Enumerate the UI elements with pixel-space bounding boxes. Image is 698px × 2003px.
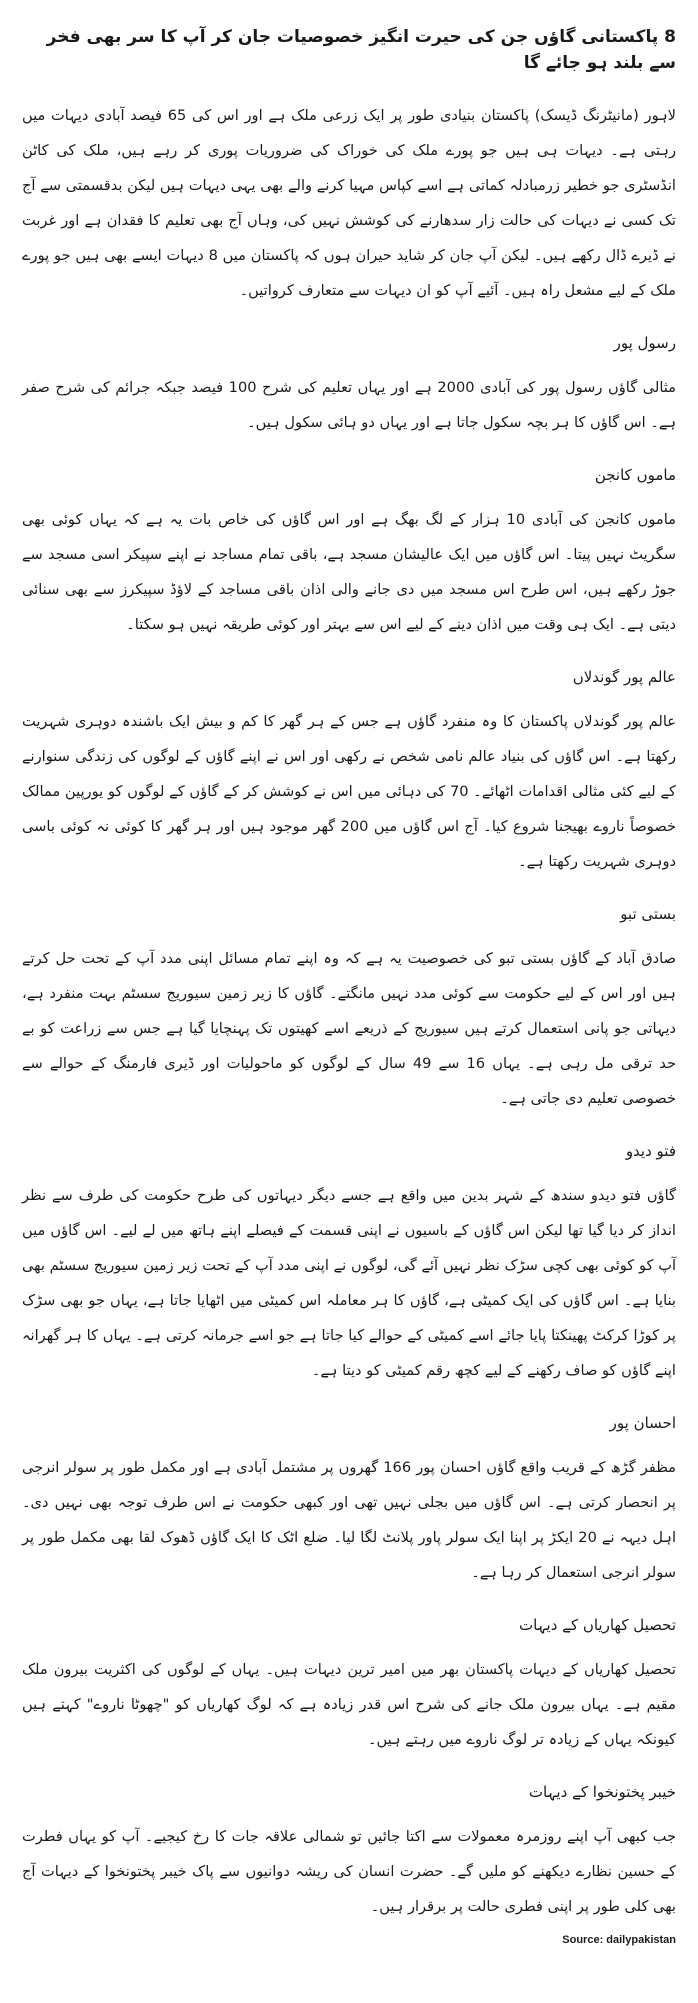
article-intro: لاہور (مانیٹرنگ ڈیسک) پاکستان بنیادی طور پر ایک زرعی ملک ہے اور اس کی 65 فیصد آبادی دیہات میں رہتی ہے۔ دیہات ہی ہیں جو پورے ملک کی خوراک کی ضروریات پوری کر رہے ہیں، ملک کی کاٹن انڈسٹری جو خطیر زرمبادلہ کماتی ہے اسے کپاس مہیا کرنے والے بھی یہی دیہات ہیں لیکن بدقسمتی سے آج تک کسی نے دیہات کی حالت زار سدھارنے کی کوشش نہیں کی، وہاں آج بھی تعلیم کا فقدان ہے اور غربت نے ڈیرے ڈال رکھے ہیں۔ لیکن آپ جان کر شاید حیران ہوں کہ پاکستان میں 8 دیہات ایسے بھی ہیں جو پورے ملک کے لیے مشعل راہ ہیں۔ آئیے آپ کو ان دیہات سے متعارف کرواتیں۔ xyxy=(22,107,676,299)
section-heading-kpk-villages: خیبر پختونخوا کے دیہات xyxy=(528,1783,676,1801)
section-heading-alam-pur-gondlan: عالم پور گوندلاں xyxy=(572,668,676,686)
section-body-fatto-dedo: گاؤں فتو دیدو سندھ کے شہر بدین میں واقع ہے جسے دیگر دیہاتوں کی طرح حکومت کی طرف سے نظر انداز کر دیا گیا تھا لیکن اس گاؤں کے باسیوں نے اپنی قسمت کے فیصلے اپنے ہاتھ میں لے لیے۔ اس گاؤں میں آپ کو کوئی بھی کچی سڑک نظر نہیں آئے گی، لوگوں نے اپنی مدد آپ کے تحت زیر زمین سیوریج سسٹم بھی بنایا ہے۔ اس گاؤں کی ایک کمیٹی ہے، گاؤں کا ہر معاملہ اس کمیٹی میں اٹھایا جاتا ہے، یہاں جو بھی سڑک پر کوڑا کرکٹ پھینکتا پایا جائے اسے کمیٹی کے حوالے کیا جاتا ہے جو اسے جرمانہ کرتی ہے۔ یہاں کا ہر گھرانہ اپنے گاؤں کو صاف رکھنے کے لیے کچھ رقم کمیٹی کو دیتا ہے۔ xyxy=(22,1187,676,1379)
section-heading-basti-tibbu: بستی تبو xyxy=(620,905,676,923)
section-body-rasool-pur: مثالی گاؤں رسول پور کی آبادی 2000 ہے اور یہاں تعلیم کی شرح 100 فیصد جبکہ جرائم کی شرح صفر ہے۔ اس گاؤں کا ہر بچہ سکول جاتا ہے اور یہاں دو ہائی سکول ہیں۔ xyxy=(22,379,676,431)
section-body-alam-pur-gondlan: عالم پور گوندلاں پاکستان کا وہ منفرد گاؤں ہے جس کے ہر گھر کا کم و بیش ایک باشندہ دوہری شہریت رکھتا ہے۔ اس گاؤں کی بنیاد عالم نامی شخص نے رکھی اور اس نے اپنے گاؤں کے لوگوں کی زندگی سنوارنے کے لیے کئی مثالی اقدامات اٹھائے۔ 70 کی دہائی میں اس نے کوشش کر کے گاؤں کے لوگوں کو یورپین ممالک خصوصاً ناروے بھیجنا شروع کیا۔ آج اس گاؤں میں 200 گھر موجود ہیں اور ہر گھر کا کوئی نہ کوئی باسی دوہری شہریت رکھتا ہے۔ xyxy=(22,713,676,870)
section-body-kpk-villages: جب کبھی آپ اپنے روزمرہ معمولات سے اکتا جائیں تو شمالی علاقہ جات کا رخ کیجیے۔ آپ کو یہاں فطرت کے حسین نظارے دیکھنے کو ملیں گے۔ حضرت انسان کی ریشہ دوانیوں سے پاک خیبر پختونخوا کے دیہات آج بھی کلی طور پر اپنی فطری حالت پر برقرار ہیں۔ xyxy=(22,1828,676,1915)
section-heading-ehsan-pur: احسان پور xyxy=(609,1414,676,1432)
section-heading-kharian-villages: تحصیل کھاریاں کے دیہات xyxy=(519,1616,676,1634)
section-body-basti-tibbu: صادق آباد کے گاؤں بستی تبو کی خصوصیت یہ ہے کہ وہ اپنے تمام مسائل اپنی مدد آپ کے تحت حل کرتے ہیں اور اس کے لیے حکومت سے کوئی مدد نہیں مانگتے۔ گاؤں کا زیر زمین سیوریج سسٹم بہت منفرد ہے، دیہاتی جو پانی استعمال کرتے ہیں سیوریج کے ذریعے اسے کھیتوں تک پہنچایا گیا ہے جس سے زراعت کو بے حد ترقی مل رہی ہے۔ یہاں 16 سے 49 سال کے لوگوں کو ماحولیات اور ڈیری فارمنگ کے حوالے سے خصوصی تعلیم دی جاتی ہے۔ xyxy=(22,950,676,1107)
section-heading-mamoon-kanjan: ماموں کانجن xyxy=(594,466,676,484)
section-body-kharian-villages: تحصیل کھاریاں کے دیہات پاکستان بھر میں امیر ترین دیہات ہیں۔ یہاں کے لوگوں کی اکثریت بیرون ملک مقیم ہے۔ یہاں بیرون ملک جانے کی شرح اس قدر زیادہ ہے کہ لوگ کھاریاں کو "چھوٹا ناروے" کہتے ہیں کیونکہ یہاں کے زیادہ تر لوگ ناروے میں رہتے ہیں۔ xyxy=(22,1661,676,1748)
section-heading-fatto-dedo: فتو دیدو xyxy=(625,1142,676,1160)
section-body-ehsan-pur: مظفر گڑھ کے قریب واقع گاؤں احسان پور 166 گھروں پر مشتمل آبادی ہے اور مکمل طور پر سولر انرجی پر انحصار کرتی ہے۔ اس گاؤں میں بجلی نہیں تھی اور کبھی حکومت نے اس طرف توجہ بھی نہیں دی۔ اہل دیہہ نے 20 ایکڑ پر اپنا ایک سولر پاور پلانٹ لگا لیا۔ ضلع اٹک کا ایک گاؤں ڈھوک لقا بھی مکمل طور پر سولر انرجی استعمال کر رہا ہے۔ xyxy=(22,1459,676,1581)
source-credit: Source: dailypakistan xyxy=(562,1934,676,1946)
section-body-mamoon-kanjan: ماموں کانجن کی آبادی 10 ہزار کے لگ بھگ ہے اور اس گاؤں کی خاص بات یہ ہے کہ یہاں کوئی بھی سگریٹ نہیں پیتا۔ اس گاؤں میں ایک عالیشان مسجد ہے، باقی تمام مساجد نے اپنے سپیکر اسی مسجد سے جوڑ رکھے ہیں، اس طرح اس مسجد میں دی جانے والی اذان باقی مساجد کے لاؤڈ سپیکرز سے بھی سنائی دیتی ہے۔ ایک ہی وقت میں اذان دینے کے لیے اس سے بہتر اور کوئی طریقہ نہیں ہو سکتا۔ xyxy=(22,511,676,633)
section-heading-rasool-pur: رسول پور xyxy=(613,334,676,352)
article-title: 8 پاکستانی گاؤں جن کی حیرت انگیز خصوصیات جان کر آپ کا سر بھی فخر سے بلند ہو جائے گا xyxy=(46,27,676,73)
